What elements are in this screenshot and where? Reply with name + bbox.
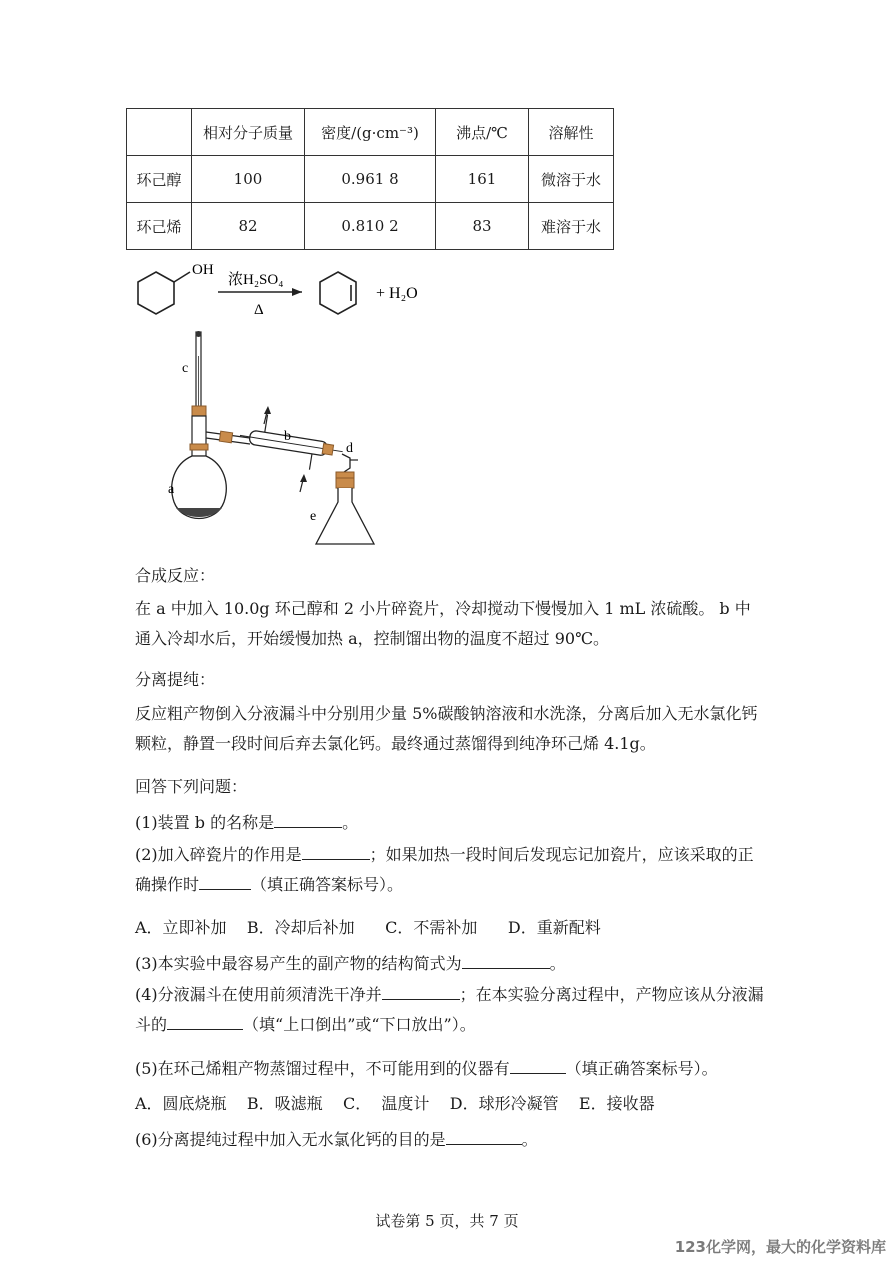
table-header-cell: [127, 109, 192, 156]
question-3: [135, 950, 765, 974]
synthesis-title: 合成反应：: [135, 566, 216, 585]
question-5-text: (5)在环己烯粗产物蒸馏过程中，不可能用到的仪器有: [135, 1059, 510, 1078]
table-cell: 微溶于水: [529, 156, 614, 203]
answer-blank[interactable]: [462, 950, 550, 969]
adapter: [342, 454, 350, 472]
conical-flask: [316, 488, 374, 544]
catalyst-label: 浓H₂SO₄: [228, 272, 284, 288]
question-2-end: （填正确答案标号）。: [251, 875, 404, 894]
reaction-scheme: [130, 256, 450, 324]
question-6: [135, 1126, 765, 1150]
question-4-mid: ；在本实验分离过程中，产物应该从分液漏斗的: [135, 985, 764, 1034]
answer-intro: 回答下列问题：: [135, 777, 248, 796]
synthesis-body: 在 a 中加入 10.0g 环己醇和 2 小片碎瓷片，冷却搅动下慢慢加入 1 mL 浓硫酸。 b 中通入冷却水后，开始缓慢加热 a，控制馏出物的温度不超过 90℃。: [135, 599, 751, 648]
condenser: [236, 411, 346, 475]
heat-label: Δ: [254, 302, 264, 318]
table-cell: 环己烯: [127, 203, 192, 250]
label-d: d: [346, 441, 353, 456]
table-cell: 83: [436, 203, 529, 250]
water-product: + H₂O: [376, 285, 418, 302]
table-row: [127, 156, 614, 203]
question-4: [135, 980, 765, 1040]
table-cell: 100: [192, 156, 305, 203]
label-a: a: [168, 482, 175, 497]
question-4-text: (4)分液漏斗在使用前须清洗干净并: [135, 985, 382, 1004]
question-2-options: A．立即补加 B．冷却后补加 C．不需补加 D．重新配料: [135, 918, 601, 937]
question-5: [135, 1055, 765, 1079]
question-6-text: (6)分离提纯过程中加入无水氯化钙的目的是: [135, 1130, 446, 1149]
table-cell: 161: [436, 156, 529, 203]
table-header-row: [127, 109, 614, 156]
question-1-end: 。: [342, 813, 359, 832]
question-1-text: (1)装置 b 的名称是: [135, 813, 275, 832]
cyclohexanol-ring: [138, 272, 174, 314]
table-header-cell: 沸点/℃: [436, 109, 529, 156]
question-4-end: （填“上口倒出”或“下口放出”）。: [243, 1015, 476, 1034]
table-header-cell: 相对分子质量: [192, 109, 305, 156]
table-cell: 难溶于水: [529, 203, 614, 250]
question-2-mid: ；如果加热一段时间后发现忘记加瓷片，应该采取的正确操作时: [135, 845, 754, 894]
label-c: c: [182, 361, 189, 376]
label-e: e: [310, 509, 317, 524]
table-header-cell: 密度/(g·cm⁻³): [305, 109, 436, 156]
distillation-apparatus: [160, 326, 390, 552]
answer-blank[interactable]: [510, 1055, 566, 1074]
question-6-end: 。: [521, 1130, 538, 1149]
table-cell: 82: [192, 203, 305, 250]
answer-blank[interactable]: [382, 981, 460, 1000]
properties-table: [126, 108, 614, 250]
question-5-options: A．圆底烧瓶 B．吸滤瓶 C． 温度计 D．球形冷凝管 E．接收器: [135, 1094, 655, 1113]
answer-blank[interactable]: [274, 809, 342, 828]
table-header-cell: 溶解性: [529, 109, 614, 156]
answer-blank[interactable]: [167, 1011, 243, 1030]
question-5-end: （填正确答案标号）。: [565, 1059, 718, 1078]
answer-blank[interactable]: [302, 841, 370, 860]
question-1: [135, 809, 765, 833]
question-3-end: 。: [549, 954, 566, 973]
watermark: 123化学网，最大的化学资料库: [674, 1238, 886, 1256]
question-2-text: (2)加入碎瓷片的作用是: [135, 845, 302, 864]
answer-blank[interactable]: [199, 871, 251, 890]
hydroxyl-label: OH: [192, 262, 214, 278]
separation-body: 反应粗产物倒入分液漏斗中分别用少量 5%碳酸钠溶液和水洗涤，分离后加入无水氯化钙颗粒，静置一段时间后弃去氯化钙。最终通过蒸馏得到纯净环己烯 4.1g。: [135, 704, 758, 753]
page-footer: 试卷第 5 页，共 7 页: [375, 1212, 519, 1230]
question-2: [135, 840, 765, 900]
answer-blank[interactable]: [446, 1126, 522, 1145]
separation-title: 分离提纯：: [135, 670, 216, 689]
table-cell: 0.810 2: [305, 203, 436, 250]
table-row: [127, 203, 614, 250]
label-b: b: [284, 429, 291, 444]
table-cell: 0.961 8: [305, 156, 436, 203]
table-cell: 环己醇: [127, 156, 192, 203]
question-3-text: (3)本实验中最容易产生的副产物的结构简式为: [135, 954, 462, 973]
